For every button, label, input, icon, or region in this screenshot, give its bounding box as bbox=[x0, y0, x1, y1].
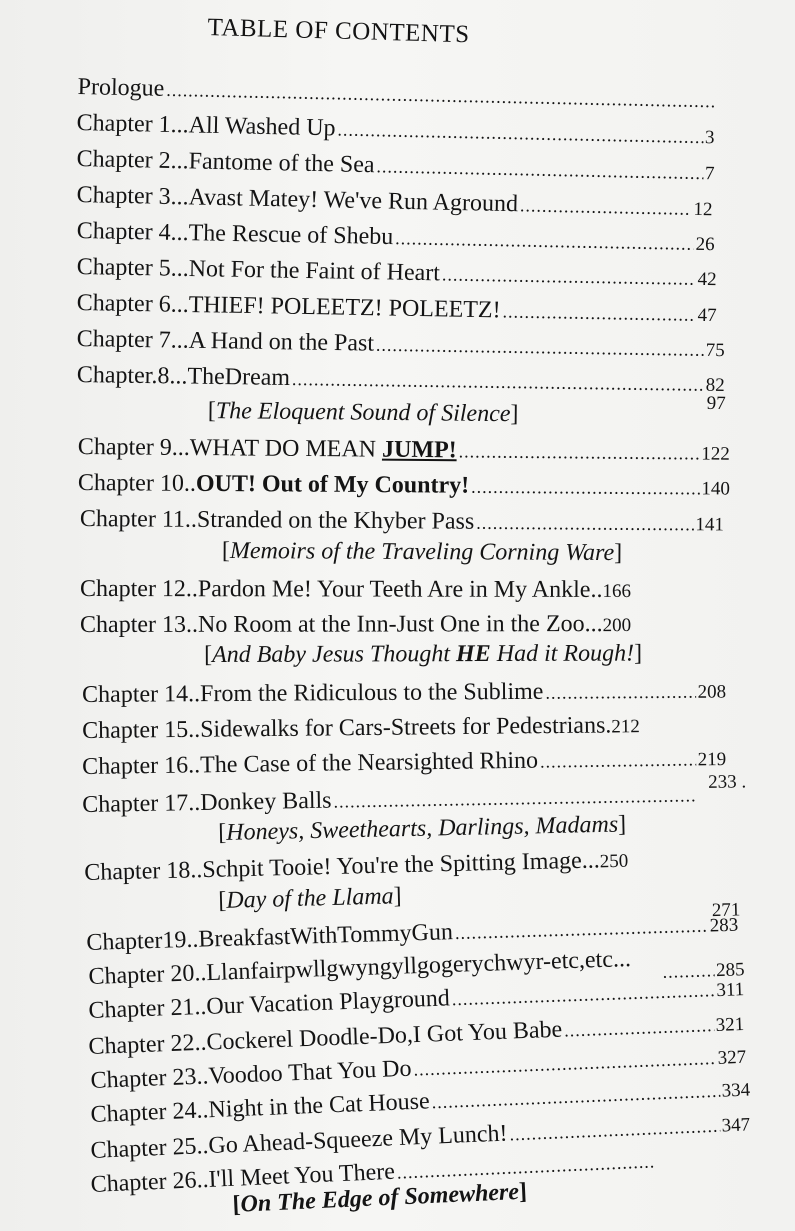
leader-dots bbox=[476, 507, 693, 540]
toc-entry-chapter-13 bbox=[80, 609, 728, 642]
toc-entry-chapter-10 bbox=[78, 468, 730, 505]
toc-entry-chapter-12 bbox=[80, 574, 728, 607]
subtitle-baby-jesus bbox=[204, 640, 642, 669]
bracket-close: ] bbox=[393, 883, 402, 910]
entry-label: Chapter 16..The Case of the Nearsighted Rhino bbox=[82, 747, 539, 780]
entry-page: 219 bbox=[697, 749, 727, 771]
bracket-open: [ bbox=[207, 398, 216, 425]
subtitle-llama bbox=[218, 883, 402, 915]
subtitle-text: And Baby Jesus Thought bbox=[211, 641, 457, 668]
leader-dots bbox=[471, 471, 699, 504]
entry-label: Chapter 14..From the Ridiculous to the Sublime bbox=[82, 678, 544, 708]
leader-dots bbox=[564, 1009, 715, 1045]
leader-dots bbox=[333, 779, 696, 816]
toc-entry-chapter-18 bbox=[84, 842, 733, 890]
entry-label: Prologue bbox=[77, 73, 165, 102]
entry-page: 141 bbox=[695, 514, 724, 536]
entry-label: Chapter 18..Schpit Tooie! You're the Spitting Image... bbox=[84, 847, 601, 886]
entry-label: Chapter 6...THIEF! POLEETZ! POLEETZ! bbox=[76, 289, 501, 324]
bracket-open: [ bbox=[204, 641, 213, 668]
subtitle-text: On The Edge of Somewhere bbox=[239, 1178, 520, 1218]
bracket-open: [ bbox=[232, 1191, 242, 1218]
entry-label: Chapter 24..Night in the Cat House bbox=[90, 1088, 431, 1128]
subtitle-corning bbox=[222, 538, 622, 567]
entry-label: Chapter 17..Donkey Balls bbox=[82, 787, 332, 818]
entry-label bbox=[78, 432, 457, 465]
bracket-close: ] bbox=[510, 401, 519, 428]
entry-page: 250 bbox=[599, 850, 629, 873]
subtitle-text: Day of the Llama bbox=[225, 883, 394, 914]
entry-page: 200 bbox=[602, 615, 632, 637]
entry-label: Chapter 13..No Room at the Inn-Just One in the Zoo... bbox=[80, 611, 603, 638]
leader-dots bbox=[442, 258, 696, 293]
toc-entry-chapter-15 bbox=[82, 709, 726, 748]
subtitle-text: Honeys, Sweethearts, Darlings, Madams bbox=[225, 811, 619, 846]
bracket-close: ] bbox=[617, 811, 627, 838]
entry-page: 7 bbox=[704, 163, 715, 185]
entry-label: Chapter 11..Stranded on the Khyber Pass bbox=[79, 505, 475, 535]
leader-dots bbox=[520, 189, 692, 224]
leader-dots bbox=[509, 1110, 720, 1150]
entry-page: 212 bbox=[611, 716, 640, 738]
entry-label: Chapter 7...A Hand on the Past bbox=[76, 325, 375, 357]
entry-page: 47 bbox=[697, 304, 717, 327]
entry-page: 82 bbox=[705, 374, 725, 397]
entry-page: 122 bbox=[701, 443, 730, 465]
entry-label: Chapter 2...Fantome of the Sea bbox=[76, 145, 375, 179]
leader-dots bbox=[166, 74, 716, 116]
entry-label: Chapter 12..Pardon Me! Your Teeth Are in My Ankle.. bbox=[79, 576, 603, 603]
entry-page: 42 bbox=[697, 268, 717, 291]
leader-dots bbox=[451, 974, 715, 1014]
leader-dots bbox=[545, 676, 695, 708]
entry-label: Chapter.8...TheDream bbox=[76, 361, 291, 391]
entry-page: 166 bbox=[602, 580, 631, 602]
leader-dots bbox=[376, 329, 704, 365]
entry-page: 75 bbox=[705, 339, 725, 362]
subtitle-text-end: Had it Rough! bbox=[490, 640, 635, 667]
leader-dots bbox=[395, 222, 694, 259]
toc-entry-chapter-14 bbox=[82, 676, 726, 712]
entry-label: Chapter 5...Not For the Faint of Heart bbox=[76, 253, 441, 287]
entry-label-text: Chapter 9...WHAT DO MEAN bbox=[77, 433, 383, 463]
subtitle-text: The Eloquent Sound of Silence bbox=[215, 398, 511, 428]
bracket-close: ] bbox=[633, 640, 643, 667]
subtitle-bold: HE bbox=[455, 640, 491, 668]
leader-dots bbox=[502, 295, 696, 329]
entry-page: 26 bbox=[695, 233, 715, 256]
leader-dots bbox=[459, 435, 700, 468]
entry-label: Chapter 23..Voodoo That You Do bbox=[90, 1055, 412, 1094]
entry-page: 208 bbox=[697, 681, 727, 703]
entry-label: Chapter 26..I'll Meet You There bbox=[90, 1158, 396, 1198]
entry-label: Chapter 20..Llanfairpwllgwyngyllgogerychwyr-etc,etc... bbox=[88, 946, 632, 990]
bracket-open: [ bbox=[218, 819, 227, 846]
bracket-close: ] bbox=[614, 540, 623, 567]
entry-page: 140 bbox=[701, 478, 730, 500]
entry-page: 347 bbox=[721, 1114, 751, 1137]
entry-page: 327 bbox=[717, 1046, 747, 1069]
toc-entry-chapter-9 bbox=[78, 432, 730, 470]
entry-page: 334 bbox=[721, 1079, 751, 1102]
bracket-close: ] bbox=[518, 1178, 528, 1205]
entry-page: 311 bbox=[716, 979, 745, 1002]
entry-label: Chapter 4...The Rescue of Shebu bbox=[76, 217, 394, 251]
subtitle-eloquent bbox=[208, 398, 519, 428]
entry-label: Chapter 3...Avast Matey! We've Run Aground bbox=[76, 181, 519, 218]
entry-label: Chapter 21..Our Vacation Playground bbox=[88, 985, 451, 1024]
entry-label: Chapter 25..Go Ahead-Squeeze My Lunch! bbox=[90, 1120, 509, 1164]
entry-label-bold: OUT! Out of My Country! bbox=[195, 470, 470, 499]
entry-label: Chapter 1...All Washed Up bbox=[76, 109, 336, 142]
entry-label: Chapter 22..Cockerel Doodle-Do,I Got You Babe bbox=[88, 1016, 563, 1060]
entry-label: Chapter 15..Sidewalks for Cars-Streets for Pedestrians. bbox=[82, 712, 612, 744]
entry-page: 283 bbox=[709, 914, 739, 937]
toc-entry-chapter-11 bbox=[80, 504, 724, 540]
bracket-open: [ bbox=[221, 538, 230, 565]
toc-entry-chapter-7 bbox=[76, 324, 724, 366]
entry-page: 321 bbox=[715, 1013, 745, 1036]
leader-dots bbox=[376, 150, 703, 188]
leader-dots bbox=[337, 113, 703, 152]
entry-page: 97 bbox=[706, 392, 726, 415]
entry-label: Chapter19..BreakfastWithTommyGun bbox=[86, 919, 454, 956]
entry-label-bold: JUMP! bbox=[381, 436, 457, 464]
entry-page: 285 bbox=[715, 959, 745, 982]
entry-page: 271 bbox=[711, 899, 741, 922]
entry-page: 12 bbox=[693, 198, 713, 221]
page-title: TABLE OF CONTENTS bbox=[207, 14, 470, 49]
entry-label-text: Chapter 10.. bbox=[77, 469, 196, 497]
entry-page: 233 . bbox=[708, 771, 747, 793]
entry-label bbox=[78, 468, 470, 501]
bracket-open: [ bbox=[218, 887, 227, 914]
subtitle-text: Memoirs of the Traveling Corning Ware bbox=[229, 538, 615, 567]
entry-page: 3 bbox=[704, 127, 715, 149]
